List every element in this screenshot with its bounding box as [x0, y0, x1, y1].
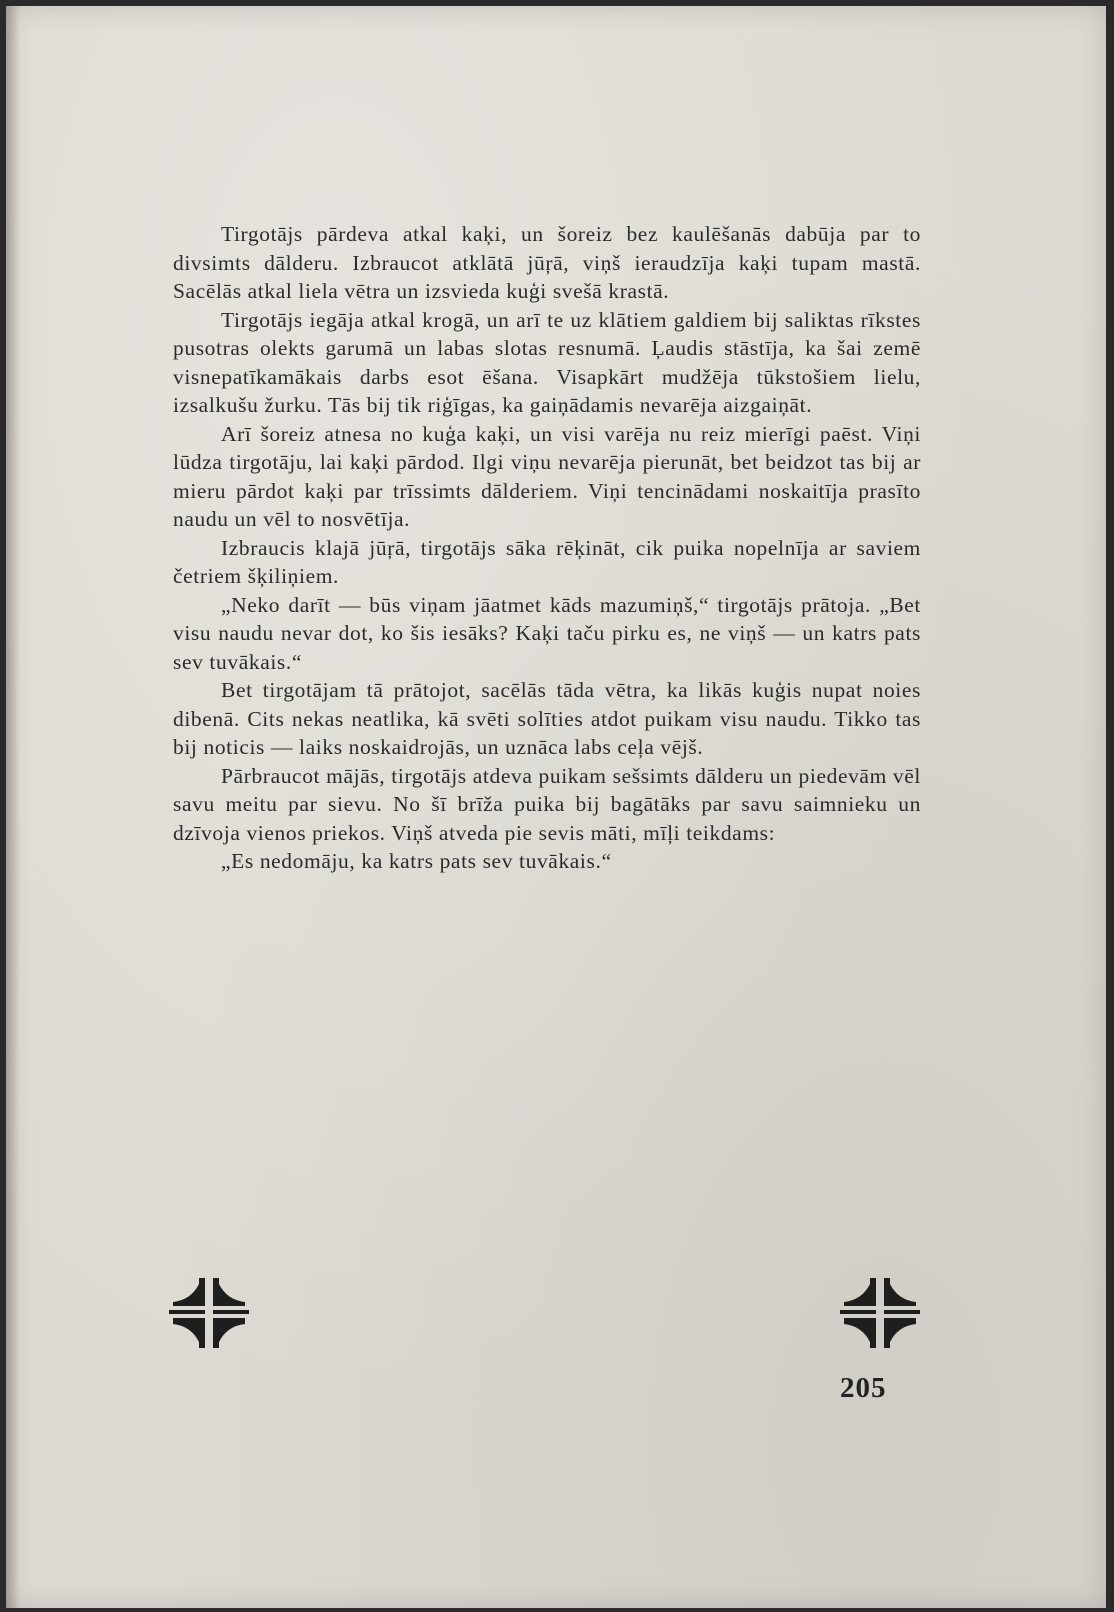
- paragraph: Pārbraucot mājās, tirgotājs atdeva puikam sešsimts dālderu un piedevām vēl savu meitu par sievu. No šī brīža puika bij bagātāks par savu saimnieku un dzīvoja vienos priekos. Viņš atveda pie sevis māti, mīļi teikdams:: [173, 763, 921, 845]
- paragraph: Arī šoreiz atnesa no kuģa kaķi, un visi varēja nu reiz mierīgi paēst. Viņi lūdza tirgotāju, lai kaķi pārdod. Ilgi viņu nevarēja pierunāt, bet beidzot tas bij ar mieru pārdot kaķi par trīssimts dālderiem. Viņi tencinādami noskaitīja prasīto naudu un vēl to nosvētīja.: [173, 421, 921, 531]
- paragraph: Bet tirgotājam tā prātojot, sacēlās tāda vētra, ka likās kuģis nupat noies dibenā. Cits nekas neatlika, kā svēti solīties atdot puikam visu naudu. Tikko tas bij noticis — laiks noskaidrojās, un uznāca labs ceļa vējš.: [173, 678, 921, 759]
- paragraph: „Neko darīt — būs viņam jāatmet kāds mazumiņš,“ tirgotājs prātoja. „Bet visu naudu nevar dot, ko šis iesāks? Kaķi taču pirku es, ne viņš — un katrs pats sev tuvākais.“: [173, 592, 921, 674]
- page-edge-shadow: [6, 6, 20, 1608]
- paragraph: Izbraucis klajā jūŗā, tirgotājs sāka rēķināt, cik puika nopelnīja ar saviem četriem šķiliņiem.: [173, 535, 921, 588]
- cross-ornament-icon: [169, 1278, 249, 1348]
- book-page: [6, 6, 1106, 1608]
- cross-ornament-icon: [840, 1278, 920, 1348]
- paragraph: Tirgotājs pārdeva atkal kaķi, un šoreiz bez kaulēšanās dabūja par to divsimts dālderu. Izbraucot atklātā jūŗā, viņš ieraudzīja kaķi tupam mastā. Sacēlās atkal liela vētra un izsvieda kuģi svešā krastā.: [173, 222, 921, 303]
- page-number: 205: [840, 1372, 887, 1404]
- body-text: [173, 220, 921, 876]
- paragraph: „Es nedomāju, ka katrs pats sev tuvākais.“: [221, 849, 612, 873]
- paragraph: Tirgotājs iegāja atkal krogā, un arī te uz klātiem galdiem bij saliktas rīkstes pusotras olekts garumā un labas slotas resnumā. Ļaudis stāstīja, ka šai zemē visnepatīkamākais darbs esot ēšana. Visapkārt mudžēja tūkstošiem lielu, izsalkušu žurku. Tās bij tik riģīgas, ka gaiņādamis nevarēja aizgaiņāt.: [173, 307, 921, 417]
